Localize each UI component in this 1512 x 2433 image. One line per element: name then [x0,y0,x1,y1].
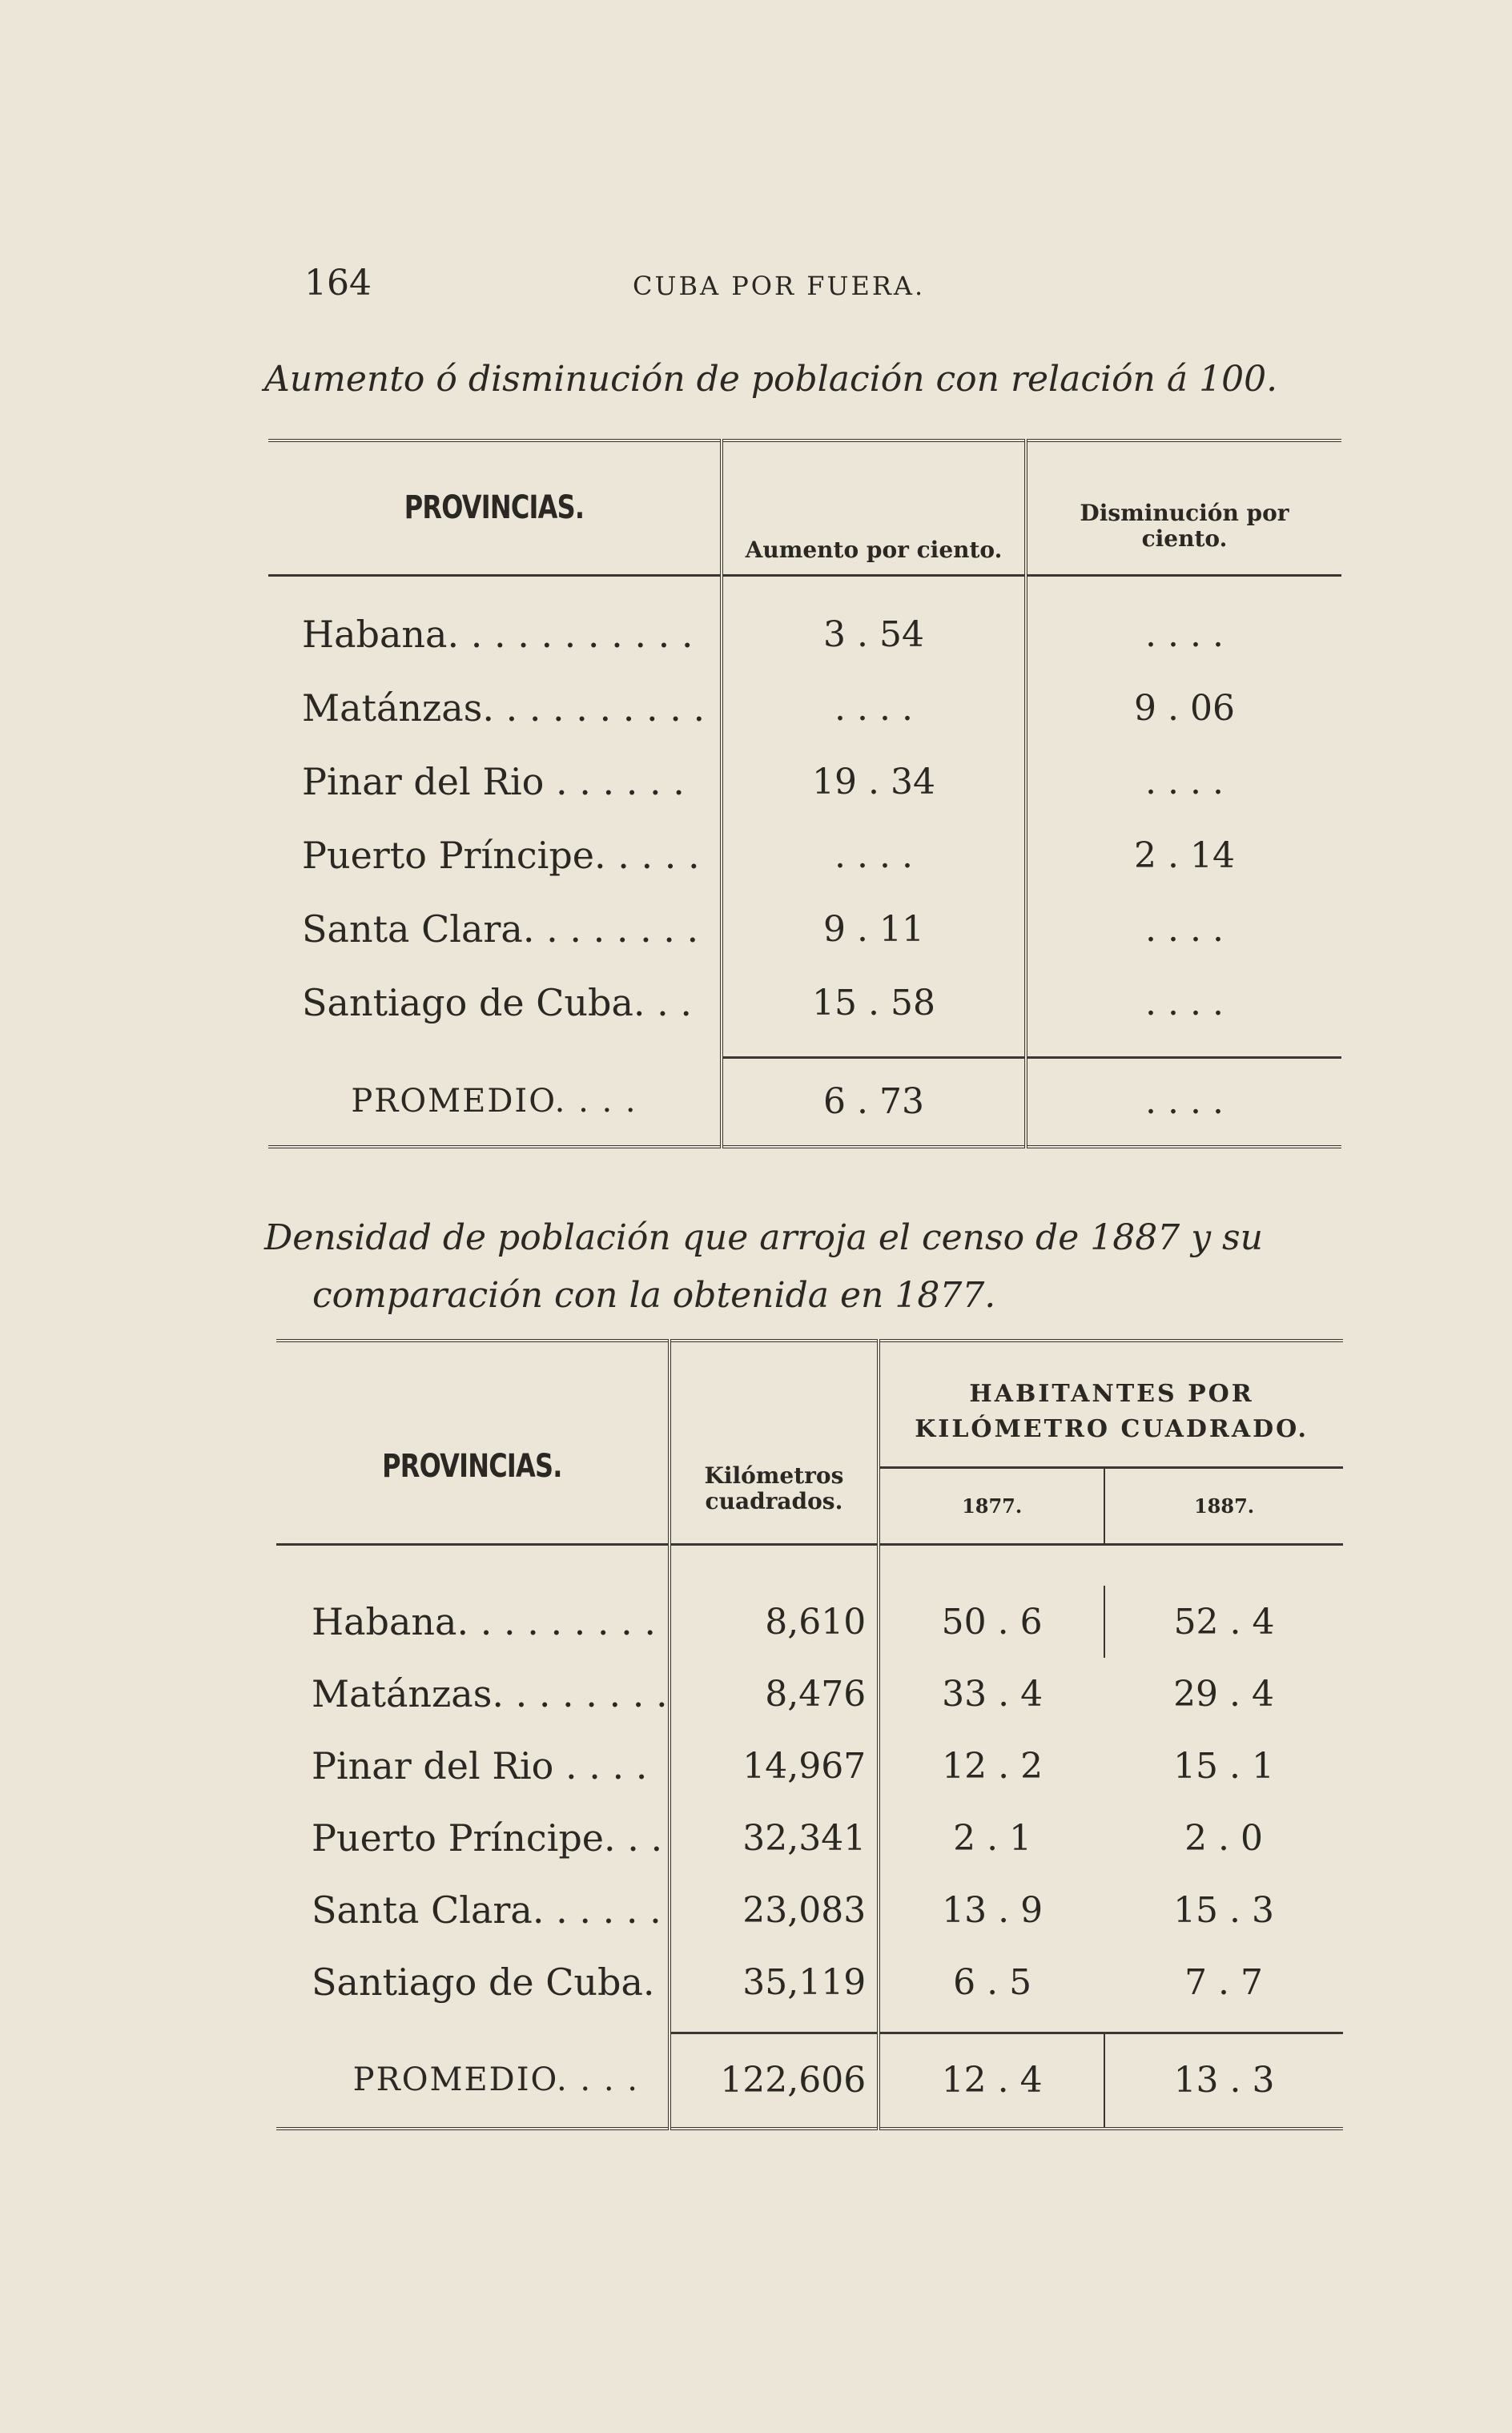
table-row: Pinar del Rio . . . . 14,967 12 . 2 15 . 1 [276,1730,1343,1802]
running-title: CUBA POR FUERA. [633,271,926,301]
table-row: Pinar del Rio . . . . . . 19 . 34 . . . . [268,745,1341,818]
promedio-row: PROMEDIO. . . . 122,606 12 . 4 13 . 3 [276,2033,1343,2129]
promedio-row: PROMEDIO. . . . 6 . 73 . . . . [268,1057,1341,1147]
table-row: Puerto Príncipe. . . . . . . . . 2 . 14 [268,818,1341,892]
table2-caption: Densidad de población que arroja el censo de 1887 y su comparación con la obtenida en 1877. [264,1217,1263,1316]
column-header-1877: 1877. [879,1467,1104,1544]
column-header-provincias: PROVINCIAS. [276,1341,670,1544]
page-number: 164 [304,263,372,304]
table-row: Santiago de Cuba. . . 15 . 58 . . . . [268,966,1341,1040]
column-header-habitantes: HABITANTES POR KILÓMETRO CUADRADO. [879,1341,1343,1467]
population-change-table [268,439,1341,1148]
column-header-disminucion: Disminución por ciento. [1026,440,1341,575]
table-row: Matánzas. . . . . . . . . . . . . . 9 . 06 [268,671,1341,745]
table-row: Santiago de Cuba. 35,119 6 . 5 7 . 7 [276,1946,1343,2018]
table-row: Habana. . . . . . . . . . . 3 . 54 . . . . [268,597,1341,671]
column-header-aumento: Aumento por ciento. [722,440,1026,575]
population-density-table [276,1339,1343,2130]
column-header-km: Kilómetros cuadrados. [670,1341,879,1544]
table-row: Puerto Príncipe. . . 32,341 2 . 1 2 . 0 [276,1802,1343,1874]
running-head [304,263,1009,311]
column-header-1887: 1887. [1104,1467,1343,1544]
table-row: Santa Clara. . . . . . . . 9 . 11 . . . . [268,892,1341,966]
table-row: Matánzas. . . . . . . . 8,476 33 . 4 29 . 4 [276,1658,1343,1730]
table-row: Santa Clara. . . . . . 23,083 13 . 9 15 . 3 [276,1874,1343,1946]
table-row: Habana. . . . . . . . . 8,610 50 . 6 52 . 4 [276,1586,1343,1658]
table1-caption: Aumento ó disminución de población con relación á 100. [264,359,1278,400]
column-header-provincias: PROVINCIAS. [268,440,722,575]
